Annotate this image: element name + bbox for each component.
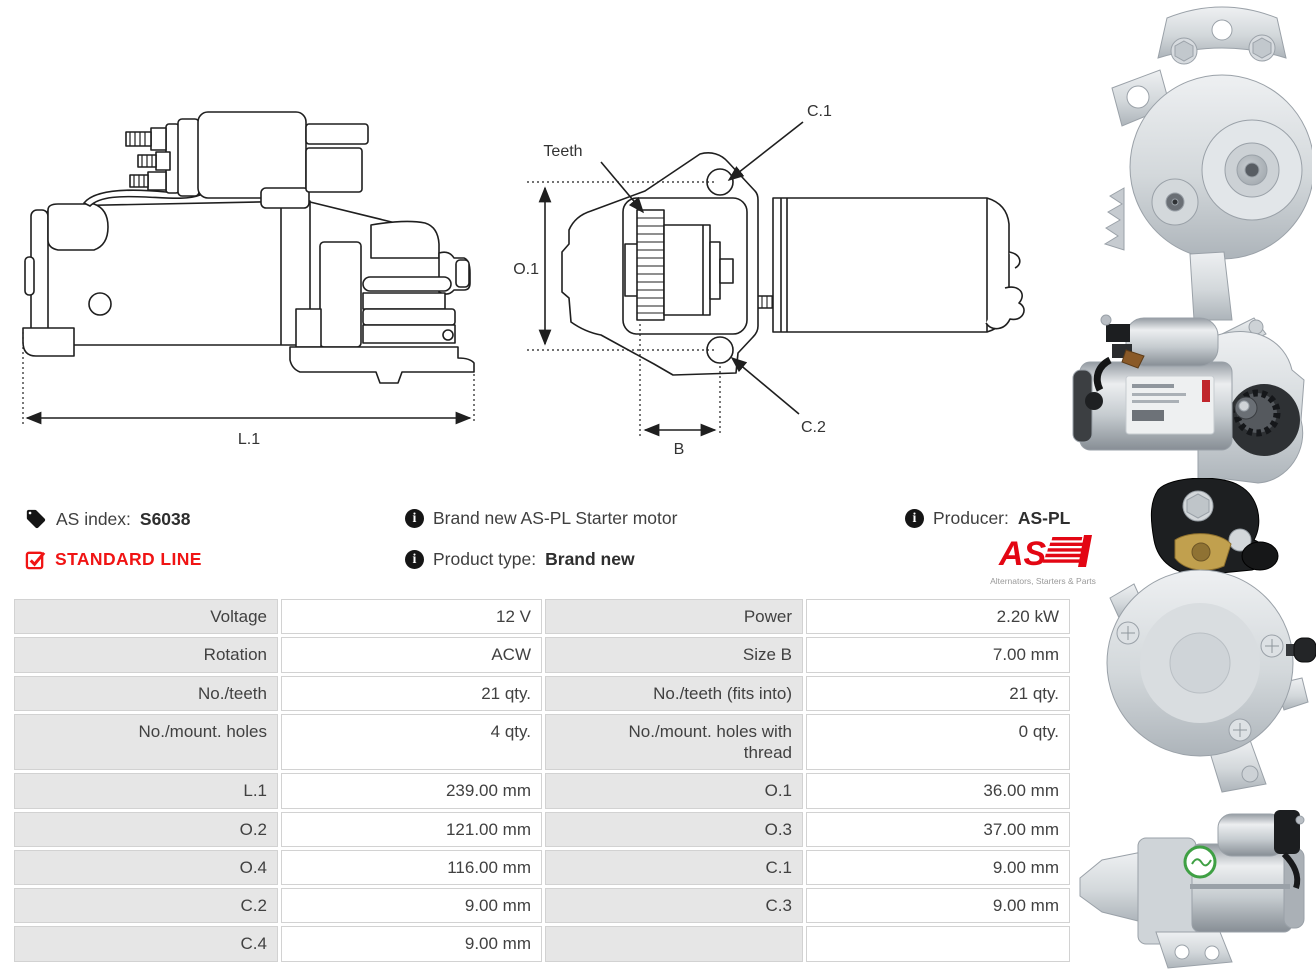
product-photo-side-label[interactable]: [1068, 300, 1316, 501]
spec-label: O.3: [545, 812, 803, 847]
bolt: [1171, 38, 1197, 64]
side-view-drawing: [18, 92, 486, 459]
spec-value: 9.00 mm: [281, 888, 542, 923]
info-icon: i: [405, 550, 424, 569]
spec-label: O.2: [14, 812, 278, 847]
spec-value: 21 qty.: [806, 676, 1070, 711]
producer-label: Producer:: [933, 508, 1009, 528]
checked-checkbox-icon: [25, 549, 46, 570]
spec-value: 21 qty.: [281, 676, 542, 711]
as-index-line: [25, 508, 191, 530]
spec-value: 0 qty.: [806, 714, 1070, 771]
spec-value: 37.00 mm: [806, 812, 1070, 847]
product-type-value: Brand new: [545, 549, 635, 569]
producer-line: [905, 508, 1070, 529]
spec-table: [14, 599, 1070, 962]
as-pl-logo: [983, 534, 1103, 586]
spec-label: [545, 926, 803, 961]
screw: [1117, 622, 1139, 644]
spec-value: 12 V: [281, 599, 542, 634]
spec-value: 36.00 mm: [806, 773, 1070, 808]
spec-label: No./mount. holes: [14, 714, 278, 771]
spec-value: 4 qty.: [281, 714, 542, 771]
product-type-line: [405, 549, 635, 570]
spec-label: Power: [545, 599, 803, 634]
as-pl-logo-mark: [991, 534, 1095, 570]
spec-value: 9.00 mm: [806, 888, 1070, 923]
info-icon: i: [405, 509, 424, 528]
l1-dimension-label: L.1: [237, 431, 261, 448]
description-line: [405, 508, 677, 529]
spec-value: 9.00 mm: [806, 850, 1070, 885]
spec-value: 7.00 mm: [806, 637, 1070, 672]
spec-label: No./teeth (fits into): [545, 676, 803, 711]
spec-label: No./teeth: [14, 676, 278, 711]
standard-line: [25, 549, 202, 570]
standard-line-label: STANDARD LINE: [55, 549, 202, 569]
spec-label: C.3: [545, 888, 803, 923]
product-description: Brand new AS-PL Starter motor: [433, 508, 678, 528]
as-pl-logo-tagline: Alternators, Starters & Parts: [990, 576, 1096, 586]
c2-callout-label: C.2: [801, 419, 826, 436]
product-photo-rear-end[interactable]: [1080, 478, 1316, 801]
tag-icon: [25, 508, 47, 530]
spec-label: C.4: [14, 926, 278, 961]
starter-side-outline: [23, 112, 474, 383]
spec-label: L.1: [14, 773, 278, 808]
front-view-drawing: [505, 92, 1065, 469]
spec-value: 2.20 kW: [806, 599, 1070, 634]
product-type-label: Product type:: [433, 549, 537, 569]
bolt: [1249, 35, 1275, 61]
spec-value: [806, 926, 1070, 961]
as-index-value: S6038: [139, 508, 191, 529]
product-photo-front-housing[interactable]: [1072, 2, 1312, 329]
spec-label: Rotation: [14, 637, 278, 672]
spec-value: 239.00 mm: [281, 773, 542, 808]
spec-label: C.1: [545, 850, 803, 885]
product-photo-side-left[interactable]: [1072, 792, 1316, 973]
spec-label: C.2: [14, 888, 278, 923]
spec-value: 116.00 mm: [281, 850, 542, 885]
c1-callout-label: C.1: [807, 103, 832, 120]
spec-label: O.1: [545, 773, 803, 808]
spec-value: 9.00 mm: [281, 926, 542, 961]
as-pl-logo-text: AS: [999, 535, 1047, 570]
screw: [1261, 635, 1283, 657]
spec-label: O.4: [14, 850, 278, 885]
spec-label: No./mount. holes with thread: [545, 714, 803, 771]
spec-value: ACW: [281, 637, 542, 672]
as-index-label: AS index:: [56, 508, 131, 529]
b-dimension-label: B: [673, 441, 685, 458]
spec-label: Voltage: [14, 599, 278, 634]
teeth-callout-label: Teeth: [543, 143, 583, 160]
spec-label: Size B: [545, 637, 803, 672]
spec-value: 121.00 mm: [281, 812, 542, 847]
producer-value: AS-PL: [1017, 508, 1071, 528]
starter-front-outline: [562, 153, 1024, 375]
o1-dimension-label: O.1: [513, 261, 539, 278]
info-icon: i: [905, 509, 924, 528]
screw: [1229, 719, 1251, 741]
